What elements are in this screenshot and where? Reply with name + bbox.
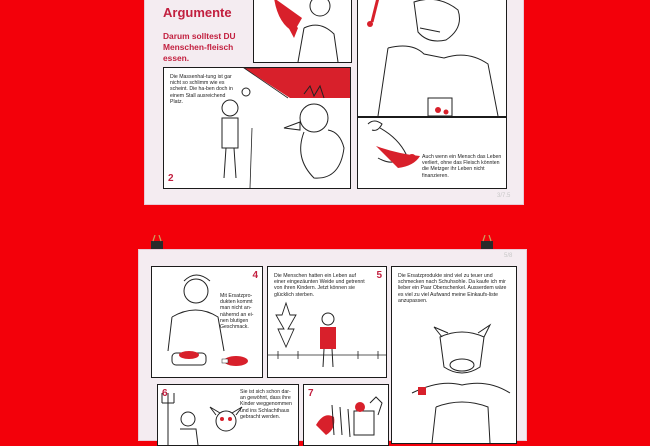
poster-heading: Argumente: [163, 5, 232, 20]
poster-mark-bottom: 5/8: [504, 253, 513, 259]
panel-6-caption: Sie ist sich schon dar-an gewöhnt, dass ihre Kinder weggenommen und ins Schlachthaus gebracht werden.: [240, 389, 292, 420]
comic-panel-2: [163, 67, 351, 189]
panel-4-number: 4: [252, 270, 258, 281]
panel-2-number: 2: [168, 173, 174, 184]
comic-panel-4: [151, 266, 263, 378]
panel-5-caption: Die Menschen hatten ein Leben auf einer eingezäunten Weide und getrennt von ihren Kindern. Jetzt können sie glücklich sterben.: [274, 273, 365, 298]
comic-drawing-panel-7: [304, 385, 388, 445]
comic-panel-5: [267, 266, 387, 378]
poster-bottom: [138, 249, 527, 441]
poster-subheading: Darum solltest DU Menschen-fleisch essen.: [163, 31, 236, 63]
panel-7-number: 7: [308, 388, 314, 399]
comic-panel-cow: [391, 266, 517, 444]
poster-mark: 3/7.5: [497, 193, 511, 199]
panel-4-caption: Mit Ersatzpro-dukten kommt man nicht an-nähernd an ei-nen blutigen Geschmack.: [220, 293, 254, 331]
panel-6-number: 6: [162, 388, 168, 399]
comic-panel-1: [253, 0, 352, 63]
comic-drawing-panel-1: [254, 0, 351, 62]
comic-drawing-horse-butcher: [358, 0, 506, 116]
panel-cow-caption: Die Ersatzprodukte sind viel zu teuer und schmecken nach Schuhsohle. Da kaufe ich mir lieber ein Paar Oberschenkel. Ausserdem wäre es viel zu viel Aufwand meine Einkaufs-liste anzupassen.: [398, 273, 507, 304]
comic-panel-horse-butcher: [357, 0, 507, 117]
panel-5-number: 5: [376, 270, 382, 281]
comic-panel-7: [303, 384, 389, 446]
comic-panel-6: [157, 384, 299, 446]
panel-2-caption: Die Massenhal-tung ist gar nicht so schlimm wie es scheint. Die ha-ben doch in einem Stall ausreichend Platz.: [170, 74, 233, 105]
poster-top: [144, 0, 524, 205]
panel-3-caption: Auch wenn ein Mensch das Leben verliert, ohne das Fleisch könnten die Metzger ihr Leben nicht finanzieren.: [422, 154, 502, 179]
comic-panel-3: [357, 117, 507, 189]
